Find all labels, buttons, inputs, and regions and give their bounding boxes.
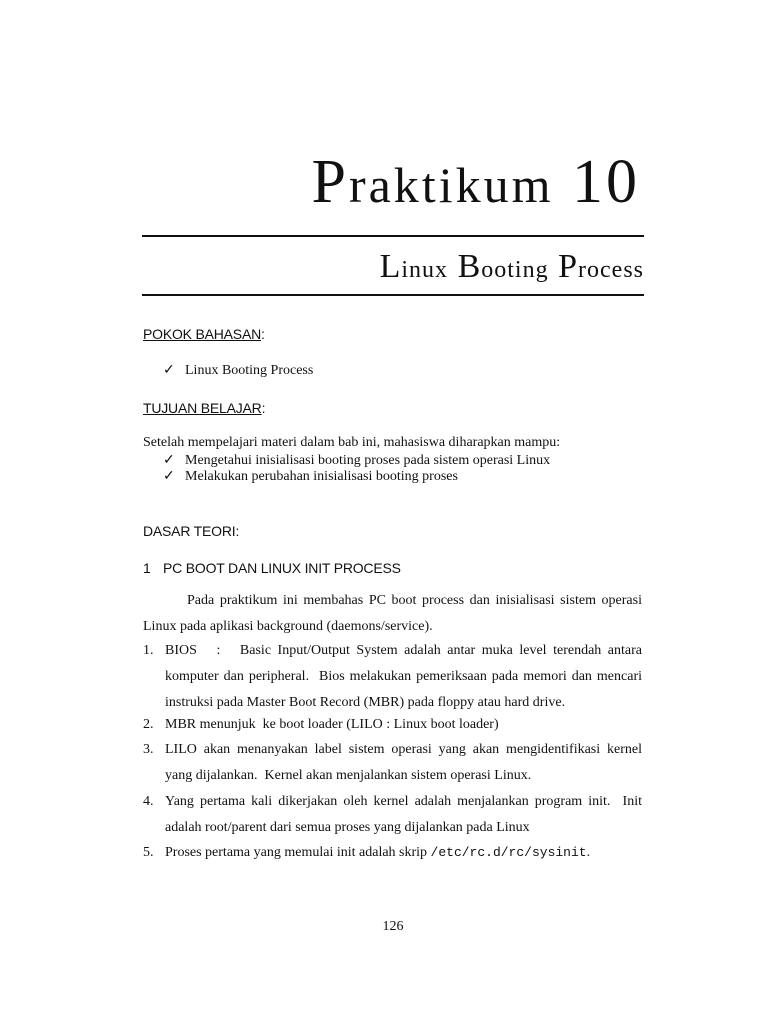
list-item-text: LILO akan menanyakan label sistem operasi yang akan mengidentifikasi kernel yang dijalankan. Kernel akan menjalankan sistem operasi Linux.: [165, 742, 646, 783]
list-item-number: 2.: [143, 717, 154, 732]
list-item: [143, 840, 642, 866]
section-title: PC BOOT DAN LINUX INIT PROCESS: [163, 560, 401, 576]
code-path: /etc/rc.d/rc/sysinit: [430, 845, 587, 860]
list-item-text: BIOS : Basic Input/Output System adalah antar muka level terendah antara komputer dan peripheral. Bios melakukan pemeriksaan pada memori dan mencari instruksi pada Master Boot Record (MBR) pada floppy atau hard drive.: [165, 643, 646, 710]
pokok-bahasan-label: POKOK BAHASAN:: [143, 326, 265, 342]
chapter-title-initial: P: [311, 148, 349, 216]
tujuan-belajar-intro: Setelah mempelajari materi dalam bab ini, mahasiswa diharapkan mampu:: [143, 435, 561, 450]
list-item-number: 3.: [143, 742, 154, 757]
list-item-number: 5.: [143, 845, 154, 860]
chapter-title-rest: raktikum: [348, 157, 554, 213]
list-item-number: 4.: [143, 794, 154, 809]
title-rule-top: [142, 235, 644, 237]
chapter-title: [311, 142, 640, 225]
chapter-subtitle: [380, 244, 644, 293]
list-item-number: 1.: [143, 643, 154, 658]
subtitle-word: Linux: [379, 248, 449, 285]
subtitle-word: Booting: [457, 248, 549, 285]
title-rule-bottom: [142, 294, 644, 296]
section-number: 1: [143, 560, 151, 576]
list-item: [143, 712, 642, 738]
tujuan-belajar-label: TUJUAN BELAJAR:: [143, 400, 266, 416]
subtitle-word: Process: [558, 248, 644, 285]
list-item: [143, 638, 646, 716]
chapter-number: 10: [572, 148, 640, 216]
checkmark-icon: ✓: [163, 453, 175, 468]
list-item: ✓ Mengetahui inisialisasi booting proses pada sistem operasi Linux: [163, 453, 551, 468]
checkmark-icon: ✓: [163, 363, 175, 378]
list-item: [143, 737, 646, 789]
checkmark-icon: ✓: [163, 469, 175, 484]
list-item: ✓ Melakukan perubahan inisialisasi booting proses: [163, 469, 458, 484]
list-item: ✓ Linux Booting Process: [163, 363, 314, 378]
page-number: 126: [382, 919, 404, 934]
list-item-text: Yang pertama kali dikerjakan oleh kernel adalah menjalankan program init. Init adalah root/parent dari semua proses yang dijalankan pada Linux: [165, 794, 646, 835]
intro-paragraph: Pada praktikum ini membahas PC boot process dan inisialisasi sistem operasi Linux pada aplikasi background (daemons/service).: [143, 593, 642, 634]
list-item: [143, 789, 646, 841]
section-heading: [143, 559, 401, 577]
list-item-text: MBR menunjuk ke boot loader (LILO : Linux boot loader): [165, 717, 499, 732]
dasar-teori-label: DASAR TEORI:: [143, 523, 240, 539]
list-item-text: Proses pertama yang memulai init adalah skrip /etc/rc.d/rc/sysinit.: [165, 845, 591, 860]
